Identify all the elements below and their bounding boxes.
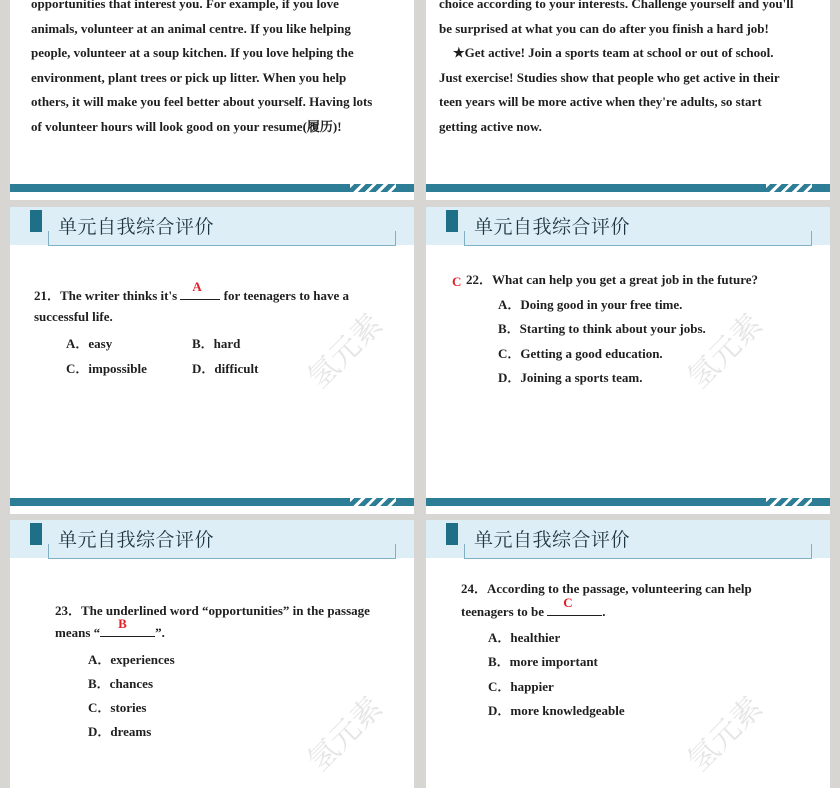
question-23-line2 <box>55 616 165 641</box>
slide-header <box>10 520 414 558</box>
slide-bottom-bar <box>426 184 830 192</box>
option-b: B．more important <box>488 654 598 669</box>
answer-mark: C <box>452 274 462 289</box>
question-23: 23．The underlined word “opportunities” in the passage <box>55 603 370 618</box>
slide-q23 <box>10 520 414 788</box>
passage-line: Just exercise! Studies show that people who get active in their <box>439 69 780 85</box>
header-title: 单元自我综合评价 <box>474 529 631 551</box>
question-21 <box>34 279 350 304</box>
header-title: 单元自我综合评价 <box>58 216 215 238</box>
answer-blank <box>180 279 220 300</box>
slide-bottom-bar <box>426 498 830 506</box>
option-c: C．Getting a good education. <box>498 346 663 361</box>
question-24-line2 <box>461 595 606 620</box>
option-d: D．difficult <box>192 361 259 376</box>
passage-line: getting active now. <box>439 118 542 134</box>
passage-line: others, it will make you feel better about yourself. Having lots <box>31 94 373 109</box>
header-tab <box>446 210 458 232</box>
option-a: A．easy <box>66 336 113 351</box>
question-text: means “ <box>55 625 101 640</box>
header-tab <box>446 523 458 545</box>
question-22: 22．What can help you get a great job in the future? <box>466 272 759 287</box>
answer-mark: C <box>563 595 573 610</box>
question-text: for teenagers to have a <box>220 288 350 303</box>
header-title: 单元自我综合评价 <box>58 529 215 551</box>
header-tab <box>30 210 42 232</box>
header-tab <box>30 523 42 545</box>
question-text: ”. <box>155 625 165 640</box>
slide-bottom-bar <box>10 498 414 506</box>
slide-header <box>426 520 830 558</box>
passage-line: animals, volunteer at an animal centre. If you like helping <box>31 20 351 36</box>
slide-q24 <box>426 520 830 788</box>
passage-line: people, volunteer at a soup kitchen. If you love helping the <box>31 45 354 60</box>
answer-mark: B <box>118 616 127 631</box>
watermark: 氢元素 <box>301 307 390 396</box>
passage-line: opportunities that interest you. For example, if you love <box>31 0 339 11</box>
slide-bottom-bar <box>10 184 414 192</box>
question-24: 24．According to the passage, volunteering can help <box>461 581 752 596</box>
watermark: 氢元素 <box>681 307 770 396</box>
header-title: 单元自我综合评价 <box>474 216 631 238</box>
watermark: 氢元素 <box>301 690 390 779</box>
option-b: B．hard <box>192 336 241 351</box>
option-a: A．Doing good in your free time. <box>498 297 683 312</box>
slide-header <box>426 207 830 245</box>
option-c: C．stories <box>88 700 147 715</box>
question-21-line2: successful life. <box>34 309 113 324</box>
slide-q22 <box>426 207 830 514</box>
answer-blank <box>100 616 155 637</box>
passage-line: ★Get active! Join a sports team at school or out of school. <box>453 45 774 60</box>
option-c: C．happier <box>488 679 554 694</box>
option-a: A．experiences <box>88 652 175 667</box>
option-d: D．more knowledgeable <box>488 703 625 718</box>
passage-line: of volunteer hours will look good on your resume(履历)! <box>31 118 342 134</box>
option-a: A．healthier <box>488 630 561 645</box>
passage-line: teen years will be more active when they're adults, so start <box>439 94 762 109</box>
slide-top-right <box>426 0 830 200</box>
option-d: D．dreams <box>88 724 152 739</box>
passage-line: environment, plant trees or pick up litter. When you help <box>31 69 347 85</box>
passage-line: be surprised at what you can do after you finish a hard job! <box>439 20 769 36</box>
option-d: D．Joining a sports team. <box>498 370 643 385</box>
watermark: 氢元素 <box>681 690 770 779</box>
passage-line: choice according to your interests. Challenge yourself and you'll <box>439 0 794 11</box>
passage-text-left <box>31 0 372 139</box>
answer-blank <box>547 595 602 616</box>
slide-top-left <box>10 0 414 200</box>
question-text: 21．The writer thinks it's <box>34 288 181 303</box>
option-b: B．Starting to think about your jobs. <box>498 321 706 336</box>
question-text: teenagers to be <box>461 604 548 619</box>
question-text: . <box>602 604 606 619</box>
slide-header <box>10 207 414 245</box>
option-b: B．chances <box>88 676 154 691</box>
passage-text-right <box>439 0 793 139</box>
option-c: C．impossible <box>66 361 147 376</box>
answer-mark: A <box>192 279 202 294</box>
slide-q21 <box>10 207 414 514</box>
